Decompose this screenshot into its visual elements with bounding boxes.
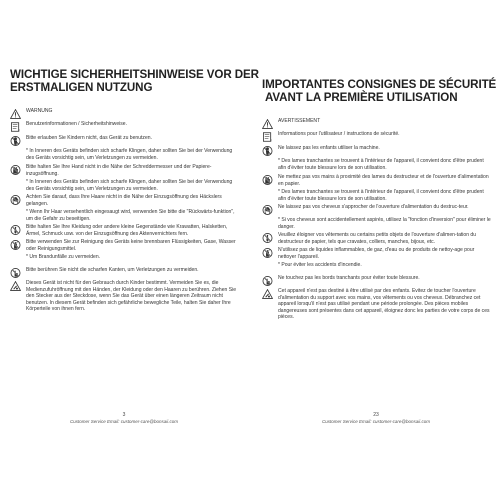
right-title-line-2: AVANT LA PREMIÈRE UTILISATION	[265, 91, 458, 104]
right-safety-item	[262, 232, 492, 245]
right-safety-item-text: * Des lames tranchantes se trouvent à l'intérieur de l'appareil, il convient donc d'être prudent afin d'éviter toute blessure lors de son utilisation.	[278, 189, 484, 202]
right-title-line-1: IMPORTANTES CONSIGNES DE SÉCURITÉ	[262, 78, 497, 91]
left-safety-item	[10, 224, 238, 237]
right-safety-item	[262, 217, 492, 230]
left-safety-item	[10, 121, 238, 132]
no-hand-icon	[10, 165, 23, 175]
no-child-icon	[10, 136, 23, 146]
spacer-icon	[10, 149, 23, 159]
left-safety-item-text: Achten Sie darauf, dass Ihre Haare nicht in die Nähe der Einzugsöffnung des Häckslers gelangen.	[26, 194, 222, 207]
spacer-icon	[262, 263, 275, 273]
left-safety-item	[10, 108, 238, 119]
right-safety-item	[262, 204, 492, 215]
no-child-icon	[262, 146, 275, 156]
left-safety-item-text: Bitte erlauben Sie Kindern nicht, das Gerät zu benutzen.	[26, 135, 152, 141]
right-safety-item	[262, 262, 492, 273]
left-safety-item-text: Benutzerinformationen / Sicherheitshinweise.	[26, 121, 127, 127]
manual-icon	[262, 132, 275, 142]
caution-icon	[10, 281, 23, 291]
left-safety-item-text: Bitte verwenden Sie zur Reinigung des Geräts keine brennbaren Flüssigkeiten, Gase, Wasser oder Reinigungsmittel.	[26, 239, 236, 252]
left-safety-item	[10, 254, 238, 265]
left-title-line-2: ERSTMALIGEN NUTZUNG	[10, 81, 153, 94]
left-safety-item	[10, 267, 238, 278]
right-safety-item	[262, 158, 492, 171]
svg-text:i: i	[18, 128, 20, 132]
spacer-icon	[10, 180, 23, 190]
spacer-icon	[262, 190, 275, 200]
left-safety-item-text: * Um Brandunfälle zu vermeiden.	[26, 254, 101, 260]
right-safety-item-text: N'utilisez pas de liquides inflammables, de gaz, d'eau ou de produits de nettoy-age pour nettoyer l'appareil.	[278, 247, 475, 260]
left-title-line-1: WICHTIGE SICHERHEITSHINWEISE VOR DER	[10, 68, 259, 81]
right-safety-item	[262, 174, 492, 187]
left-safety-item-text: Dieses Gerät ist nicht für den Gebrauch durch Kinder bestimmt. Vermeiden Sie es, die Medienzufuhröffnung mit den Händen, der Kleidung oder den Haaren zu berühren. Ziehen Sie den Stecker aus der Steckdose, wenn Sie das Gerät über einen längeren Zeitraum nicht benutzen. In diesem Gerät befinden sich gefährliche bewegliche Teile, halten Sie daher Ihre Körperteile von ihnen fern.	[26, 280, 237, 312]
caution-icon	[262, 289, 275, 299]
no-hair-icon	[10, 195, 23, 205]
left-safety-item-text: Bitte berühren Sie nicht die scharfen Kanten, um Verletzungen zu vermeiden.	[26, 267, 199, 273]
right-safety-item-text: Cet appareil n'est pas destiné à être utilisé par des enfants. Evitez de toucher l'ouverture d'alimentation du support avec vos mains, vos vêtements ou vos cheveux. Débranchez cet appareil lorsqu'il n'est pas utilisé pendant une période prolongée. Des pièces mobiles dangereuses sont présentes dans cet appareil, éloignez donc les parties de votre corps de ces pièces.	[278, 288, 490, 320]
right-footer	[252, 412, 500, 424]
left-safety-item	[10, 194, 238, 207]
right-service-email: Customer Service Email: customer-care@bonsaii.com	[321, 419, 431, 424]
no-spray-icon	[262, 248, 275, 258]
right-safety-item-text: Ne mettez pas vos mains à proximité des lames du destructeur et de l'ouverture d'alimentation en papier.	[278, 174, 489, 187]
right-safety-item-text: * Des lames tranchantes se trouvent à l'intérieur de l'appareil, il convient donc d'être prudent afin d'éviter toute blessure lors de son utilisation.	[278, 158, 484, 171]
spacer-icon	[262, 159, 275, 169]
left-safety-item	[10, 209, 238, 222]
right-page-number: 23	[373, 412, 379, 418]
right-safety-item	[262, 247, 492, 260]
spacer-icon	[262, 218, 275, 228]
left-safety-item-text: WARNUNG	[26, 108, 53, 114]
no-hair-icon	[262, 205, 275, 215]
right-safety-item	[262, 275, 492, 286]
no-touch-icon	[10, 268, 23, 278]
right-safety-item-text: Informations pour l'utilisateur / instructions de sécurité.	[278, 131, 400, 137]
left-safety-item-text: Bitte halten Sie Ihre Hand nicht in die Nähe der Schreddermesser und der Papiere-inzugsöffnung.	[26, 164, 212, 177]
left-service-email: Customer Service Email: customer-care@bonsaii.com	[69, 419, 179, 424]
svg-text:i: i	[270, 138, 272, 142]
right-safety-item-text: Ne laissez pas les enfants utiliser la machine.	[278, 145, 380, 151]
left-safety-item	[10, 148, 238, 161]
right-safety-item-text: Ne laissez pas vos cheveux s'approcher de l'ouverture d'alimentation du destruc-teur.	[278, 204, 469, 210]
no-touch-icon	[262, 276, 275, 286]
manual-icon	[10, 122, 23, 132]
right-safety-list	[262, 118, 492, 321]
no-spray-icon	[10, 240, 23, 250]
right-safety-item	[262, 131, 492, 142]
no-hand-icon	[262, 175, 275, 185]
right-safety-item-text: AVERTISSEMENT	[278, 118, 321, 124]
right-page	[252, 0, 500, 500]
right-safety-item	[262, 118, 492, 129]
warning-icon	[262, 119, 275, 129]
left-safety-item	[10, 135, 238, 146]
spacer-icon	[10, 255, 23, 265]
right-safety-item	[262, 288, 492, 321]
spacer-icon	[10, 210, 23, 220]
right-safety-item	[262, 145, 492, 156]
right-safety-item-text: Veuillez éloigner vos vêtements ou certains petits objets de l'ouverture d'alimen-tation du destructeur de papier, tels que cravates, colliers, manches, bijoux, etc.	[278, 232, 477, 245]
right-safety-item-text: * Pour éviter les accidents d'incendie.	[278, 262, 362, 268]
left-title	[10, 68, 259, 94]
left-safety-item	[10, 179, 238, 192]
right-safety-item-text: * Si vos cheveux sont accidentellement aspirés, utilisez la "fonction d'inversion" pour éliminer le danger.	[278, 217, 491, 230]
right-safety-item	[262, 189, 492, 202]
left-safety-item-text: * In Inneren des Geräts befinden sich scharfe Klingen, daher sollten Sie bei der Verwendung des Geräts vorsichtig sein, um Verletzungen zu vermeiden.	[26, 148, 233, 161]
left-safety-item	[10, 164, 238, 177]
left-safety-item	[10, 239, 238, 252]
left-page-number: 3	[122, 412, 126, 418]
left-safety-item-text: * Wenn Ihr Haar versehentlich eingesaugt wird, verwenden Sie bitte die "Rückwärts-funktion", um die Gefahr zu beseitigen.	[26, 209, 235, 222]
right-title	[262, 78, 497, 104]
left-safety-item-text: Bitte halten Sie Ihre Kleidung oder andere kleine Gegenstände wie Krawatten, Halsketten, Ärmel, Schmuck usw. von der Einzugsöffnung des Aktenvernichters fern.	[26, 224, 228, 237]
right-safety-item-text: Ne touchez pas les bords tranchants pour éviter toute blessure.	[278, 275, 420, 281]
no-tie-icon	[10, 225, 23, 235]
left-safety-list	[10, 108, 238, 313]
no-tie-icon	[262, 233, 275, 243]
warning-icon	[10, 109, 23, 119]
left-safety-item	[10, 280, 238, 313]
left-safety-item-text: * In Inneren des Geräts befinden sich scharfe Klingen, daher sollten Sie bei der Verwendung des Geräts vorsichtig sein, um Verletzungen zu vermeiden.	[26, 179, 233, 192]
left-footer	[0, 412, 248, 424]
